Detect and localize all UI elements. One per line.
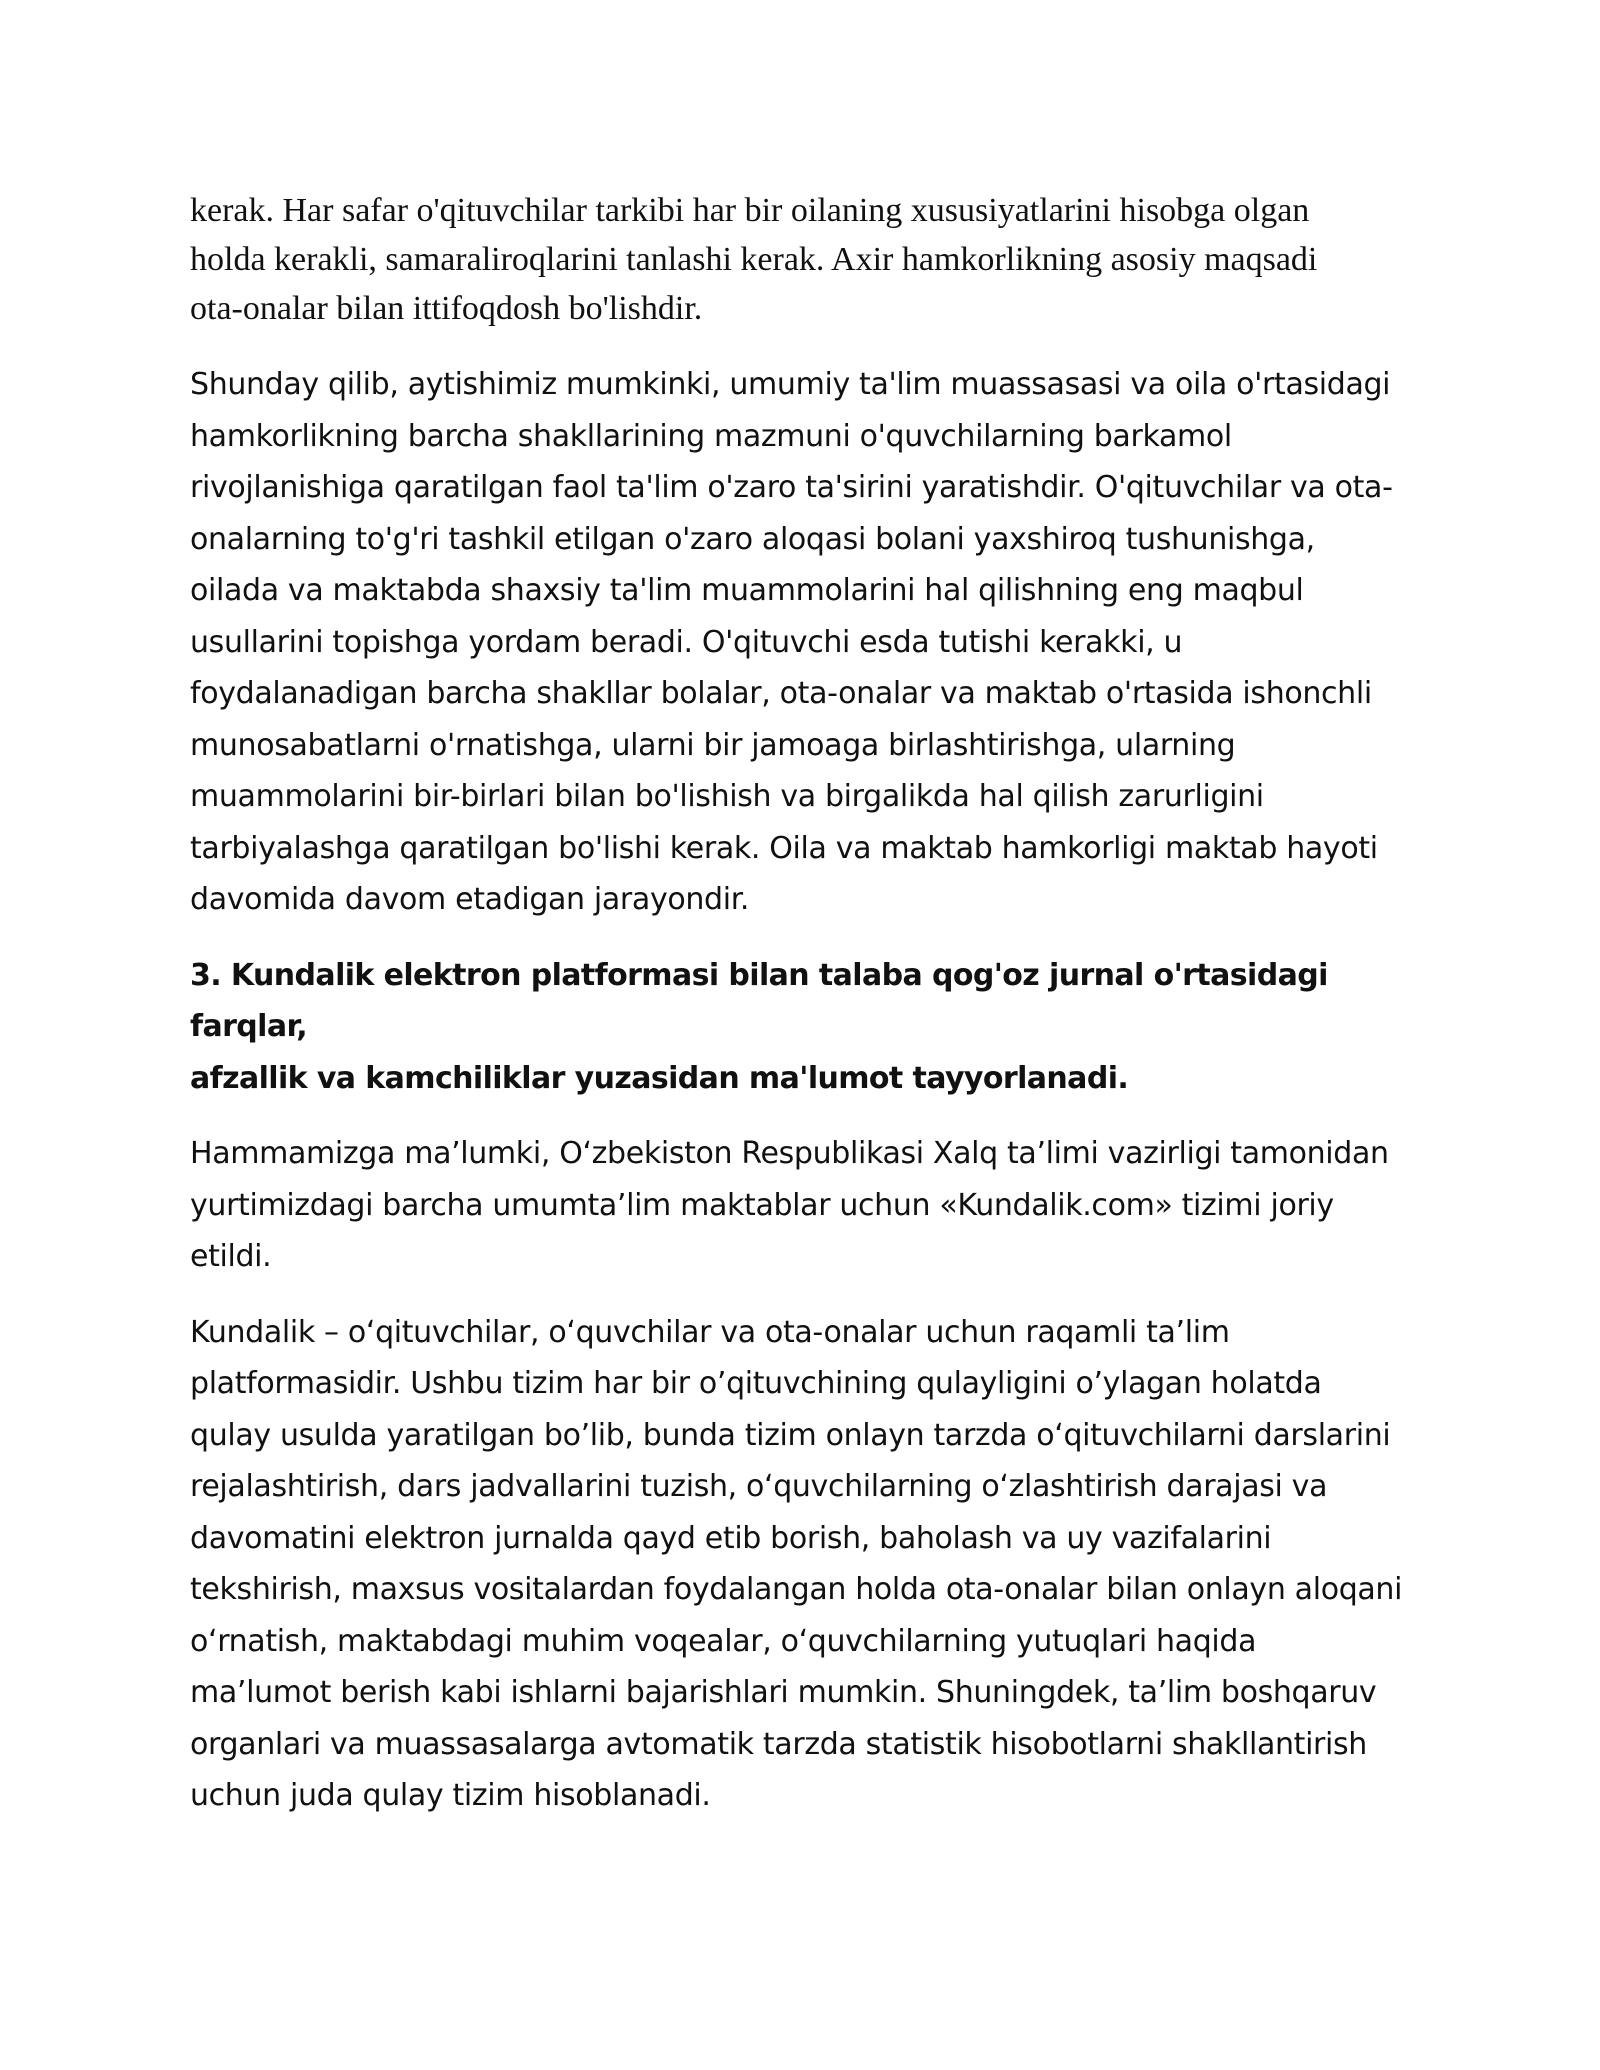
paragraph-intro-serif: kerak. Har safar o'qituvchilar tarkibi har bir oilaning xususiyatlarini hisobga olgan holda kerakli, samaraliroqlarini tanlashi kerak. Axir hamkorlikning asosiy maqsadi ota-onalar bilan ittifoqdosh bo'lishdir. bbox=[190, 192, 1318, 327]
document-page bbox=[190, 186, 1415, 1822]
paragraph-cooperation: Shunday qilib, aytishimiz mumkinki, umumiy ta'lim muassasasi va oila o'rtasidagi hamkorlikning barcha shakllarining mazmuni o'quvchilarning barkamol rivojlanishiga qaratilgan faol ta'lim o'zaro ta'sirini yaratishdir. O'qituvchilar va ota- onalarning to'g'ri tashkil etilgan o'zaro aloqasi bolani yaxshiroq tushunishga, oilada va maktabda shaxsiy ta'lim muammolarini hal qilishning eng maqbul usullarini topishga yordam beradi. O'qituvchi esda tutishi kerakki, u foydalanadigan barcha shakllar bolalar, ota-onalar va maktab o'rtasida ishonchli munosabatlarni o'rnatishga, ularni bir jamoaga birlashtirishga, ularning muammolarini bir-birlari bilan bo'lishish va birgalikda hal qilish zarurligini tarbiyalashga qaratilgan bo'lishi kerak. Oila va maktab hamkorligi maktab hayoti davomida davom etadigan jarayondir. bbox=[190, 367, 1393, 917]
paragraph-kundalik-intro: Hammamizga ma’lumki, O‘zbekiston Respublikasi Xalq ta’limi vazirligi tamonidan yurtimizdagi barcha umumta’lim maktablar uchun «Kundalik.com» tizimi joriy etildi. bbox=[190, 1136, 1389, 1274]
paragraph-kundalik-description: Kundalik – o‘qituvchilar, o‘quvchilar va ota-onalar uchun raqamli ta’lim platformasidir. Ushbu tizim har bir o’qituvchining qulayligini o’ylagan holatda qulay usulda yaratilgan bo’lib, bunda tizim onlayn tarzda o‘qituvchilarni darslarini rejalashtirish, dars jadvallarini tuzish, o‘quvchilarning o‘zlashtirish darajasi va davomatini elektron jurnalda qayd etib borish, baholash va uy vazifalarini tekshirish, maxsus vositalardan foydalangan holda ota-onalar bilan onlayn aloqani o‘rnatish, maktabdagi muhim voqealar, o‘quvchilarning yutuqlari haqida ma’lumot berish kabi ishlarni bajarishlari mumkin. Shuningdek, ta’lim boshqaruv organlari va muassasalarga avtomatik tarzda statistik hisobotlarni shakllantirish uchun juda qulay tizim hisoblanadi. bbox=[190, 1314, 1403, 1813]
section-heading-3: 3. Kundalik elektron platformasi bilan talaba qog'oz jurnal o'rtasidagi farqlar, afzallik va kamchiliklar yuzasidan ma'lumot tayyorlanadi. bbox=[190, 957, 1328, 1096]
